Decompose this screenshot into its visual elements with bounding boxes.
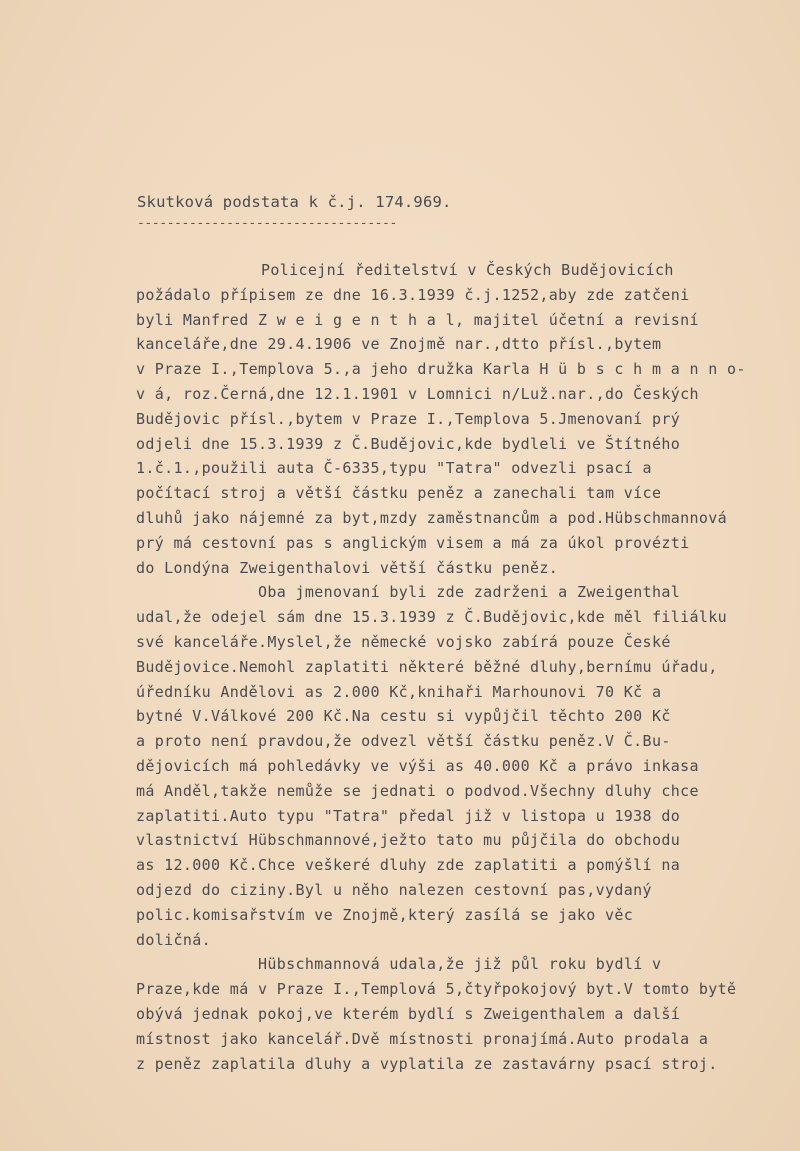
text-line: Oba jmenovaní byli zde zadrženi a Zweigenthal bbox=[258, 583, 681, 602]
text-line: Budějovic přísl.,bytem v Praze I.,Templova 5.Jmenovaní prý bbox=[136, 409, 681, 428]
text-line: do Londýna Zweigenthalovi větší částku peněz. bbox=[136, 558, 559, 577]
text-line: 1.č.1.,použili auta Č-6335,typu "Tatra" odvezli psací a bbox=[136, 459, 652, 478]
text-line: a proto není pravdou,že odvezl větší částku peněz.V Č.Bu- bbox=[136, 732, 671, 751]
text-line: Hübschmannová udala,že již půl roku bydlí v bbox=[258, 955, 662, 974]
text-line: v Praze I.,Templova 5.,a jeho družka Karla H ü b s c h m a n n o- bbox=[136, 360, 746, 379]
text-line: vlastnictví Hübschmannové,ježto tato mu půjčila do obchodu bbox=[136, 831, 681, 850]
text-line: udal,že odejel sám dne 15.3.1939 z Č.Budějovic,kde měl filiálku bbox=[136, 608, 727, 627]
text-line: doličná. bbox=[136, 930, 212, 949]
text-line: odjeli dne 15.3.1939 z Č.Budějovic,kde bydleli ve Štítného bbox=[136, 434, 681, 453]
text-line: Policejní ředitelství v Českých Budějovicích bbox=[261, 261, 674, 279]
text-line: prý má cestovní pas s anglickým visem a má za úkol provézti bbox=[136, 533, 690, 552]
text-line: počítací stroj a větší částku peněz a zanechali tam více bbox=[136, 484, 662, 503]
document-title: Skutková podstata k č.j. 174.969. bbox=[137, 193, 452, 211]
text-line: místnost jako kancelář.Dvě místnosti pronajímá.Auto prodala a bbox=[136, 1029, 709, 1048]
text-line: odjezd do ciziny.Byl u něho nalezen cestovní pas,vydaný bbox=[136, 880, 652, 899]
text-line: Budějovice.Nemohl zaplatiti některé běžné dluhy,bernímu úřadu, bbox=[136, 657, 718, 676]
text-line: z peněz zaplatila dluhy a vyplatila ze zastavárny psací stroj. bbox=[136, 1054, 718, 1073]
text-line: své kanceláře.Myslel,že německé vojsko zabírá pouze České bbox=[136, 632, 671, 651]
document-body bbox=[136, 258, 796, 1076]
text-line: dluhů jako nájemné za byt,mzdy zaměstnancům a pod.Hübschmannová bbox=[136, 508, 727, 527]
text-line: má Anděl,takže nemůže se jednati o podvod.Všechny dluhy chce bbox=[136, 781, 699, 800]
text-line: byli Manfred Z w e i g e n t h a l, majitel účetní a revisní bbox=[136, 310, 699, 329]
text-line: bytné V.Válkové 200 Kč.Na cestu si vypůjčil těchto 200 Kč bbox=[136, 707, 671, 726]
text-line: kanceláře,dne 29.4.1906 ve Znojmě nar.,dtto přísl.,bytem bbox=[136, 335, 662, 354]
text-line: Praze,kde má v Praze I.,Templová 5,čtyřpokojový byt.V tomto bytě bbox=[136, 980, 737, 999]
title-underline: ----------------------------------- bbox=[137, 216, 397, 231]
text-line: požádalo přípisem ze dne 16.3.1939 č.j.1252,aby zde zatčeni bbox=[136, 285, 690, 304]
text-line: v á, roz.Černá,dne 12.1.1901 v Lomnici n/Luž.nar.,do Českých bbox=[136, 384, 699, 403]
text-line: zaplatiti.Auto typu "Tatra" předal již v listopa u 1938 do bbox=[136, 806, 681, 825]
text-line: úředníku Andělovi as 2.000 Kč,knihaři Marhounovi 70 Kč a bbox=[136, 682, 662, 701]
text-line: obývá jednak pokoj,ve kterém bydlí s Zweigenthalem a další bbox=[136, 1004, 681, 1023]
text-line: polic.komisařstvím ve Znojmě,který zasílá se jako věc bbox=[136, 905, 634, 924]
text-line: as 12.000 Kč.Chce veškeré dluhy zde zaplatiti a pomýšlí na bbox=[136, 856, 681, 875]
text-line: dějovicích má pohledávky ve výši as 40.000 Kč a právo inkasa bbox=[136, 756, 699, 775]
